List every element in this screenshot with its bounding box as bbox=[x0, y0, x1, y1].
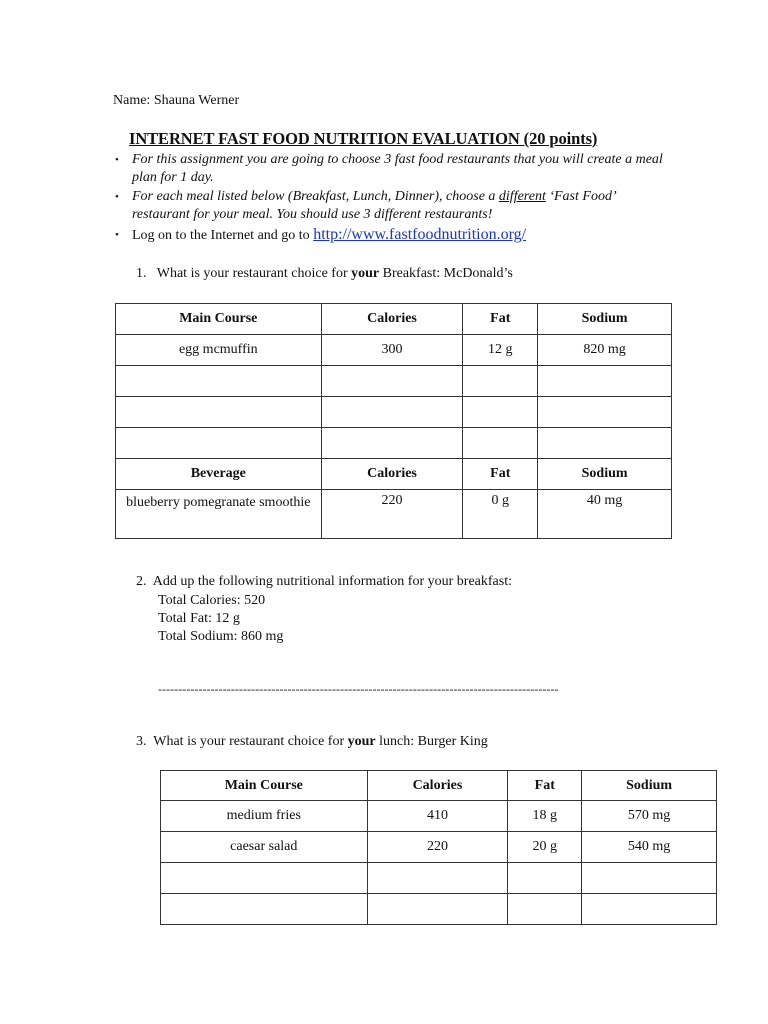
website-link[interactable]: http://www.fastfoodnutrition.org/ bbox=[313, 226, 527, 243]
table-cell: egg mcmuffin bbox=[116, 335, 322, 366]
question-answer: lunch: Burger King bbox=[375, 734, 488, 749]
question-number: 1. bbox=[136, 266, 147, 281]
question-text: What is your restaurant choice for bbox=[153, 734, 348, 749]
bullet-icon: • bbox=[115, 229, 119, 241]
question-text: Add up the following nutritional information for your breakfast: bbox=[152, 574, 512, 589]
instruction-text: For this assignment you are going to choose 3 fast food restaurants that you will create a meal plan for 1 day. bbox=[132, 152, 663, 185]
table-cell: 220 bbox=[367, 832, 508, 863]
table-row bbox=[116, 335, 672, 366]
total-sodium: Total Sodium: 860 mg bbox=[158, 629, 284, 644]
table-cell bbox=[463, 428, 538, 459]
column-header: Fat bbox=[463, 304, 538, 335]
table-cell bbox=[321, 428, 463, 459]
question-1 bbox=[136, 266, 513, 282]
table-cell bbox=[508, 863, 582, 894]
table-cell bbox=[463, 397, 538, 428]
table-row bbox=[116, 366, 672, 397]
table-cell bbox=[367, 863, 508, 894]
table-row bbox=[161, 832, 717, 863]
instruction-text: ‘Fast Food’ restaurant for your meal. You should use 3 different restaurants! bbox=[132, 189, 616, 222]
table-header-row bbox=[116, 304, 672, 335]
column-header: Fat bbox=[508, 771, 582, 801]
table-cell bbox=[321, 366, 463, 397]
instruction-item bbox=[113, 151, 673, 187]
table-cell bbox=[161, 863, 368, 894]
instructions-list bbox=[113, 151, 673, 246]
table-row bbox=[116, 397, 672, 428]
table-cell bbox=[161, 894, 368, 925]
table-cell: medium fries bbox=[161, 801, 368, 832]
column-header: Sodium bbox=[538, 459, 672, 490]
table-cell bbox=[582, 894, 717, 925]
bullet-icon: • bbox=[115, 191, 119, 203]
table-cell bbox=[538, 366, 672, 397]
question-3 bbox=[136, 734, 488, 750]
column-header: Sodium bbox=[582, 771, 717, 801]
question-emphasis: your bbox=[347, 734, 376, 749]
table-cell: 20 g bbox=[508, 832, 582, 863]
table-cell: 220 bbox=[321, 490, 463, 539]
table-cell: 300 bbox=[321, 335, 463, 366]
instruction-text: For each meal listed below (Breakfast, Lunch, Dinner), choose a bbox=[132, 189, 499, 204]
question-number: 3. bbox=[136, 734, 147, 749]
bullet-icon: • bbox=[115, 154, 119, 166]
table-row bbox=[116, 428, 672, 459]
breakfast-table bbox=[115, 303, 672, 539]
table-header-row bbox=[116, 459, 672, 490]
table-header-row bbox=[161, 771, 717, 801]
table-cell: 570 mg bbox=[582, 801, 717, 832]
column-header: Main Course bbox=[161, 771, 368, 801]
instruction-item bbox=[113, 226, 673, 245]
table-cell bbox=[463, 366, 538, 397]
document-title: INTERNET FAST FOOD NUTRITION EVALUATION (20 points) bbox=[129, 129, 598, 148]
table-cell: 0 g bbox=[463, 490, 538, 539]
column-header: Calories bbox=[321, 304, 463, 335]
question-answer: Breakfast: McDonald’s bbox=[379, 266, 513, 281]
column-header: Calories bbox=[321, 459, 463, 490]
table-row bbox=[161, 894, 717, 925]
table-cell: 18 g bbox=[508, 801, 582, 832]
table-row bbox=[116, 490, 672, 539]
section-divider: --------------------------------------------------------------------------------------------------- bbox=[158, 682, 559, 696]
breakfast-totals bbox=[158, 592, 283, 646]
table-cell: 540 mg bbox=[582, 832, 717, 863]
table-cell bbox=[116, 366, 322, 397]
table-cell: 12 g bbox=[463, 335, 538, 366]
table-cell bbox=[582, 863, 717, 894]
table-cell bbox=[508, 894, 582, 925]
table-cell bbox=[367, 894, 508, 925]
table-cell bbox=[116, 397, 322, 428]
column-header: Beverage bbox=[116, 459, 322, 490]
question-emphasis: your bbox=[351, 266, 380, 281]
instruction-item bbox=[113, 188, 673, 224]
table-cell bbox=[116, 428, 322, 459]
instruction-text: Log on to the Internet and go to bbox=[132, 228, 310, 243]
column-header: Sodium bbox=[538, 304, 672, 335]
column-header: Main Course bbox=[116, 304, 322, 335]
table-cell bbox=[538, 428, 672, 459]
column-header: Fat bbox=[463, 459, 538, 490]
table-cell: 820 mg bbox=[538, 335, 672, 366]
instruction-emphasis: different bbox=[498, 189, 546, 204]
table-cell: 40 mg bbox=[538, 490, 672, 539]
table-cell bbox=[321, 397, 463, 428]
table-cell: blueberry pomegranate smoothie bbox=[116, 490, 322, 539]
table-cell bbox=[538, 397, 672, 428]
column-header: Calories bbox=[367, 771, 508, 801]
table-cell: caesar salad bbox=[161, 832, 368, 863]
student-name: Name: Shauna Werner bbox=[113, 93, 240, 108]
question-text: What is your restaurant choice for bbox=[156, 266, 352, 281]
table-row bbox=[161, 863, 717, 894]
table-cell: 410 bbox=[367, 801, 508, 832]
total-fat: Total Fat: 12 g bbox=[158, 611, 240, 626]
lunch-table bbox=[160, 770, 717, 925]
question-2 bbox=[136, 574, 512, 590]
question-number: 2. bbox=[136, 574, 147, 589]
table-row bbox=[161, 801, 717, 832]
total-calories: Total Calories: 520 bbox=[158, 593, 266, 608]
